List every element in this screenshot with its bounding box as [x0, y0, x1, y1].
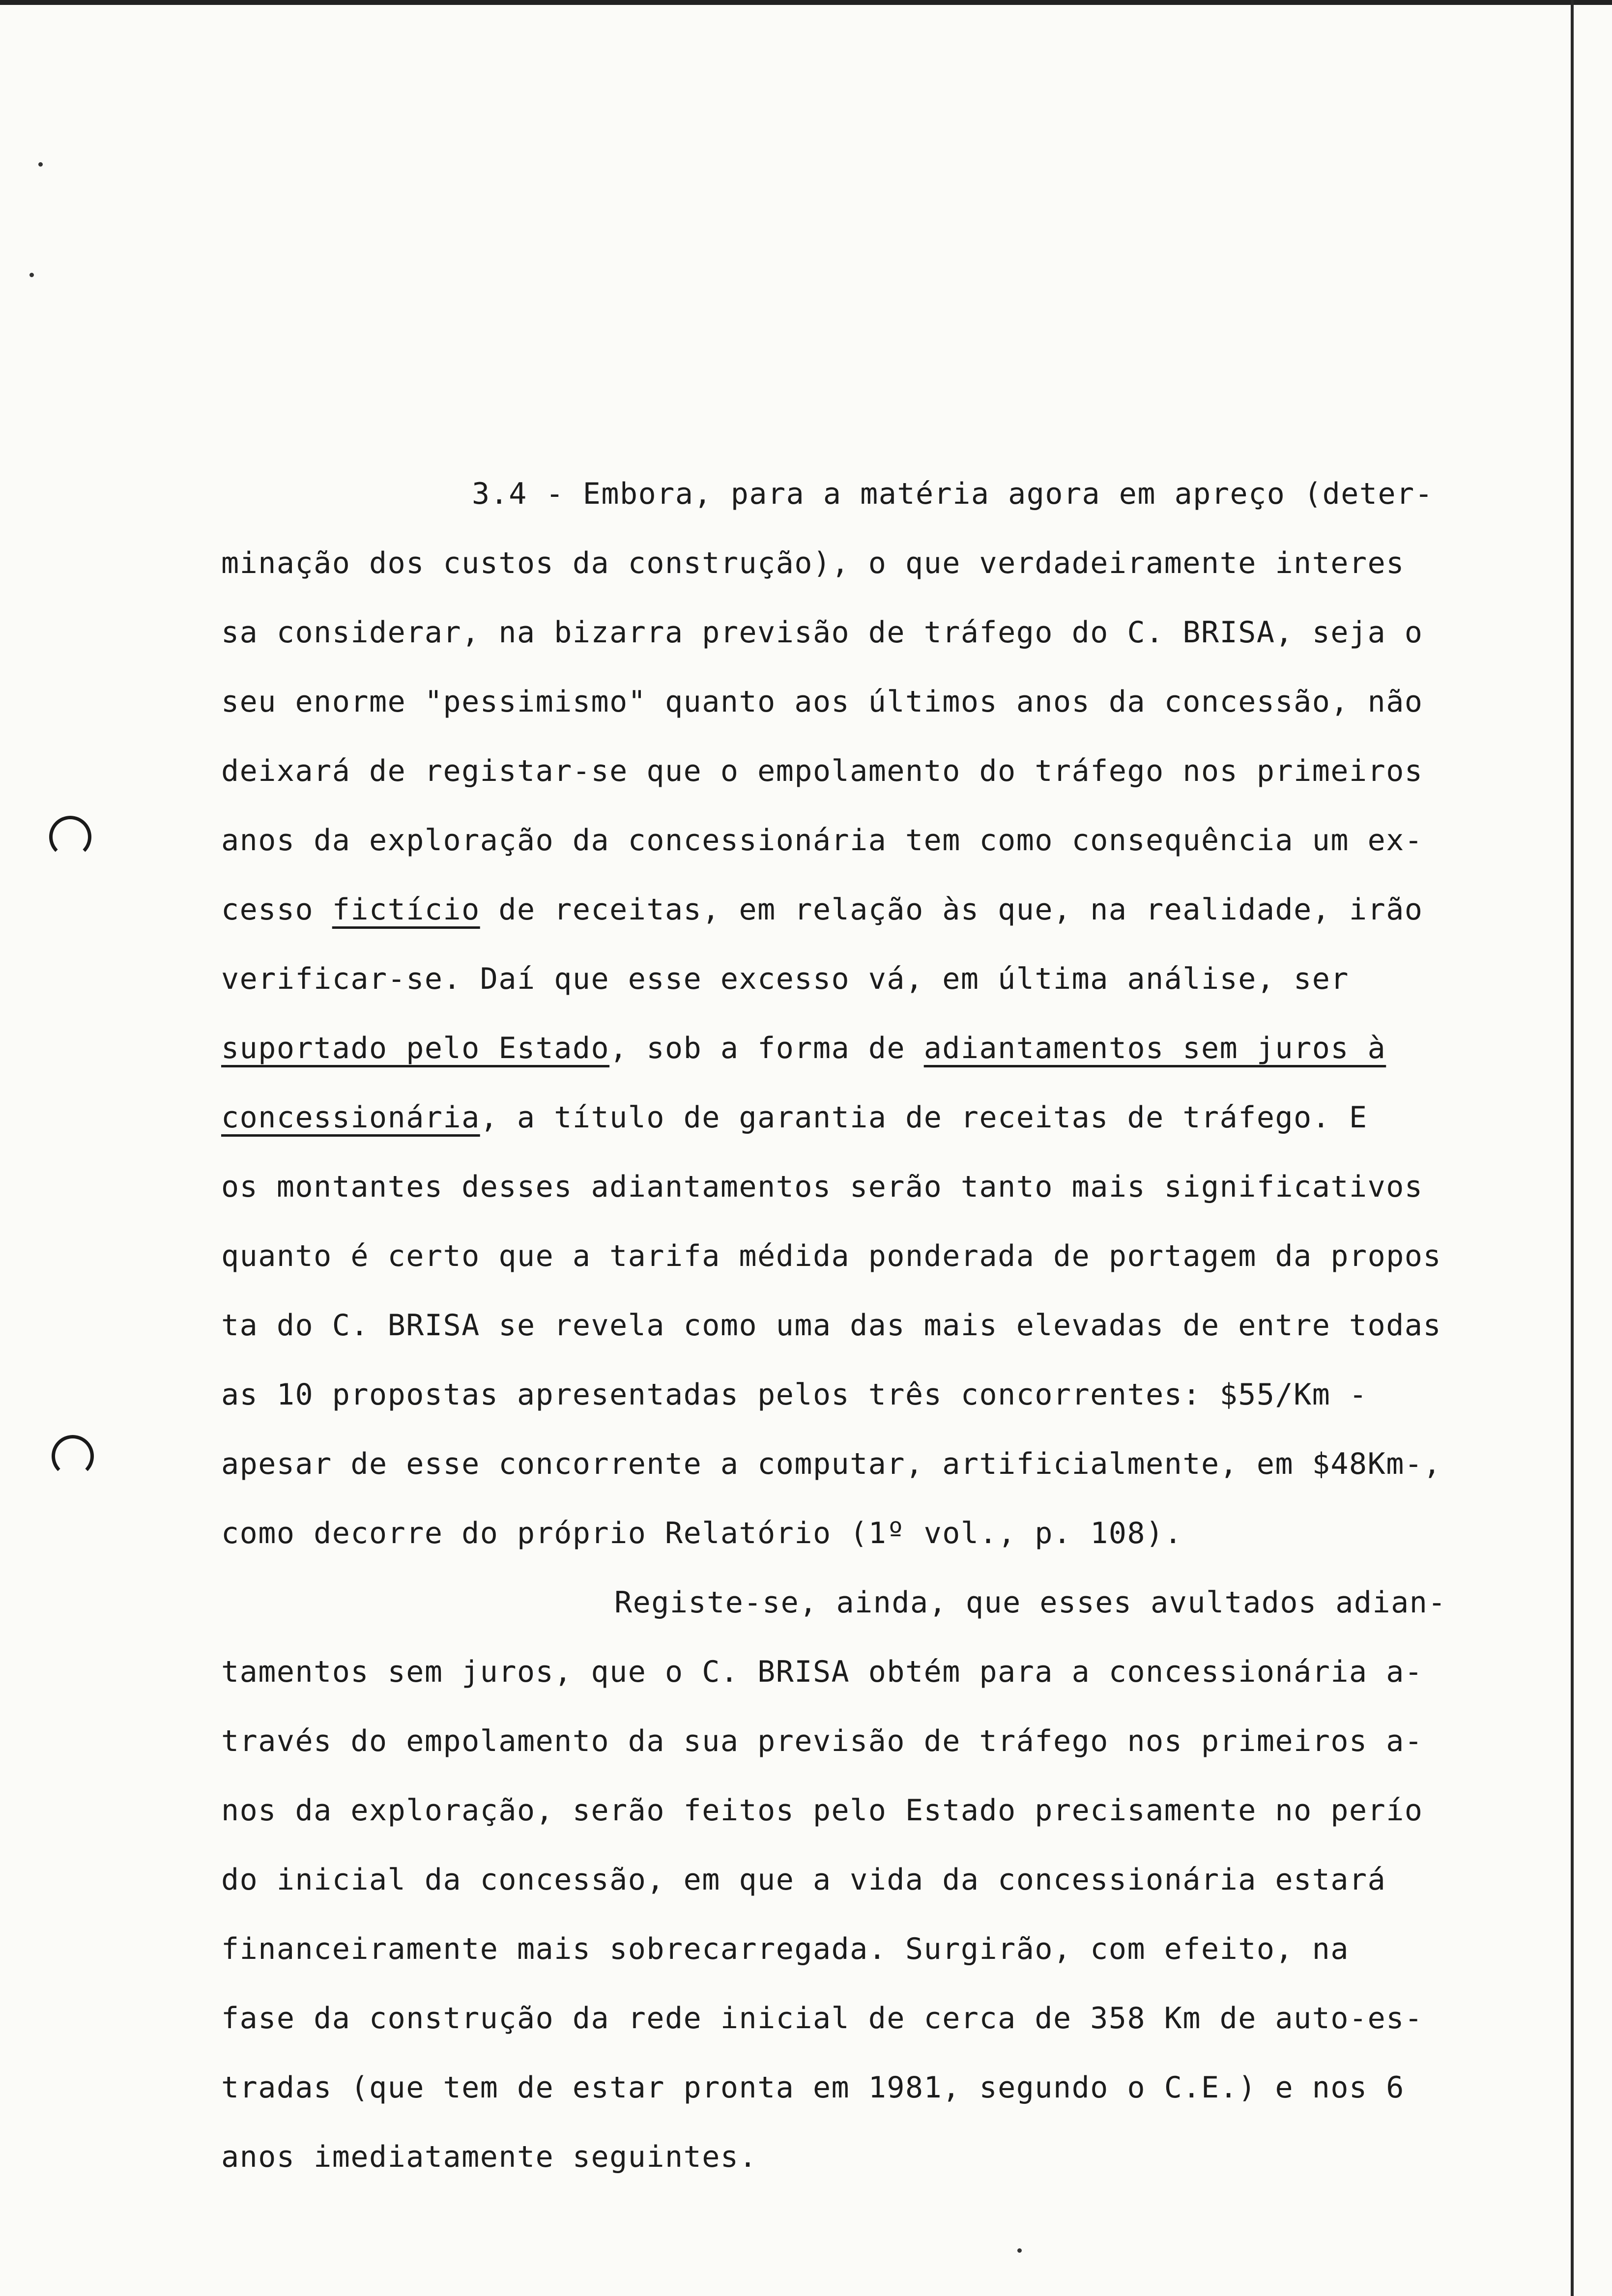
underlined-text: concessionária	[221, 1100, 480, 1135]
text-segment: sa considerar, na bizarra previsão de tráfego do C. BRISA, seja o	[221, 615, 1423, 650]
text-segment: financeiramente mais sobrecarregada. Surgirão, com efeito, na	[221, 1932, 1350, 1966]
text-line	[221, 806, 1548, 875]
text-segment: de receitas, em relação às que, na realidade, irão	[480, 892, 1423, 927]
text-line	[221, 1222, 1548, 1291]
text-line	[221, 598, 1548, 667]
text-segment: minação dos custos da construção), o que verdadeiramente interes	[221, 546, 1405, 580]
text-segment: como decorre do próprio Relatório (1º vol., p. 108).	[221, 1516, 1183, 1550]
text-segment: anos imediatamente seguintes.	[221, 2140, 758, 2174]
text-line	[221, 1152, 1548, 1222]
text-line	[221, 1291, 1548, 1360]
underlined-text: suportado pelo Estado	[221, 1031, 610, 1065]
text-segment: deixará de registar-se que o empolamento do tráfego nos primeiros	[221, 754, 1423, 788]
text-line	[221, 1637, 1548, 1707]
text-line	[221, 737, 1548, 806]
scan-top-edge	[0, 0, 1612, 5]
text-line	[221, 1568, 1548, 1637]
text-segment: fase da construção da rede inicial de cerca de 358 Km de auto-es-	[221, 2001, 1423, 2036]
text-line	[221, 1984, 1548, 2053]
text-segment: seu enorme "pessimismo" quanto aos últimos anos da concessão, não	[221, 685, 1423, 719]
scan-right-edge	[1571, 0, 1574, 2296]
underlined-text: adiantamentos sem juros à	[923, 1031, 1386, 1065]
text-segment: tradas (que tem de estar pronta em 1981, segundo o C.E.) e nos 6	[221, 2070, 1405, 2105]
text-line	[221, 875, 1548, 945]
text-line	[221, 945, 1548, 1014]
text-line	[221, 1915, 1548, 1984]
underlined-text: fictício	[332, 892, 480, 927]
text-segment: , sob a forma de	[609, 1031, 924, 1065]
text-segment: do inicial da concessão, em que a vida da concessionária estará	[221, 1863, 1386, 1897]
text-segment: verificar-se. Daí que esse excesso vá, em última análise, ser	[221, 962, 1350, 996]
text-line	[221, 1707, 1548, 1776]
text-segment: 3.4 - Embora, para a matéria agora em apreço (deter-	[472, 477, 1434, 511]
text-line	[221, 459, 1548, 529]
text-segment: Registe-se, ainda, que esses avultados adian-	[614, 1585, 1447, 1620]
text-segment: anos da exploração da concessionária tem como consequência um ex-	[221, 823, 1423, 858]
text-line	[221, 2053, 1548, 2123]
text-line	[221, 1430, 1548, 1499]
text-line	[221, 1083, 1548, 1152]
text-line	[221, 1845, 1548, 1915]
text-segment: as 10 propostas apresentadas pelos três concorrentes: $55/Km -	[221, 1378, 1368, 1412]
punch-hole-upper	[49, 816, 91, 858]
text-line	[221, 1776, 1548, 1845]
text-line	[221, 529, 1548, 598]
text-segment: apesar de esse concorrente a computar, artificialmente, em $48Km-,	[221, 1447, 1442, 1481]
text-line	[221, 2123, 1548, 2192]
punch-hole-lower	[52, 1435, 94, 1477]
text-segment: través do empolamento da sua previsão de tráfego nos primeiros a-	[221, 1724, 1423, 1758]
text-line	[221, 1360, 1548, 1430]
text-segment: ta do C. BRISA se revela como uma das mais elevadas de entre todas	[221, 1308, 1442, 1343]
text-line	[221, 1499, 1548, 1568]
text-segment: tamentos sem juros, que o C. BRISA obtém para a concessionária a-	[221, 1655, 1423, 1689]
paragraph-3-4	[221, 459, 1548, 1568]
text-segment: , a título de garantia de receitas de tráfego. E	[480, 1100, 1368, 1135]
document-body	[221, 459, 1548, 2192]
scan-speck	[1017, 2248, 1022, 2253]
paragraph-registe-se	[221, 1568, 1548, 2192]
text-line	[221, 1014, 1548, 1083]
scan-speck	[38, 162, 43, 167]
text-segment: os montantes desses adiantamentos serão tanto mais significativos	[221, 1170, 1423, 1204]
text-segment: nos da exploração, serão feitos pelo Estado precisamente no perío	[221, 1793, 1423, 1828]
text-segment: cesso	[221, 892, 332, 927]
text-line	[221, 667, 1548, 737]
text-segment: quanto é certo que a tarifa médida ponderada de portagem da propos	[221, 1239, 1442, 1273]
scan-speck	[29, 273, 34, 277]
